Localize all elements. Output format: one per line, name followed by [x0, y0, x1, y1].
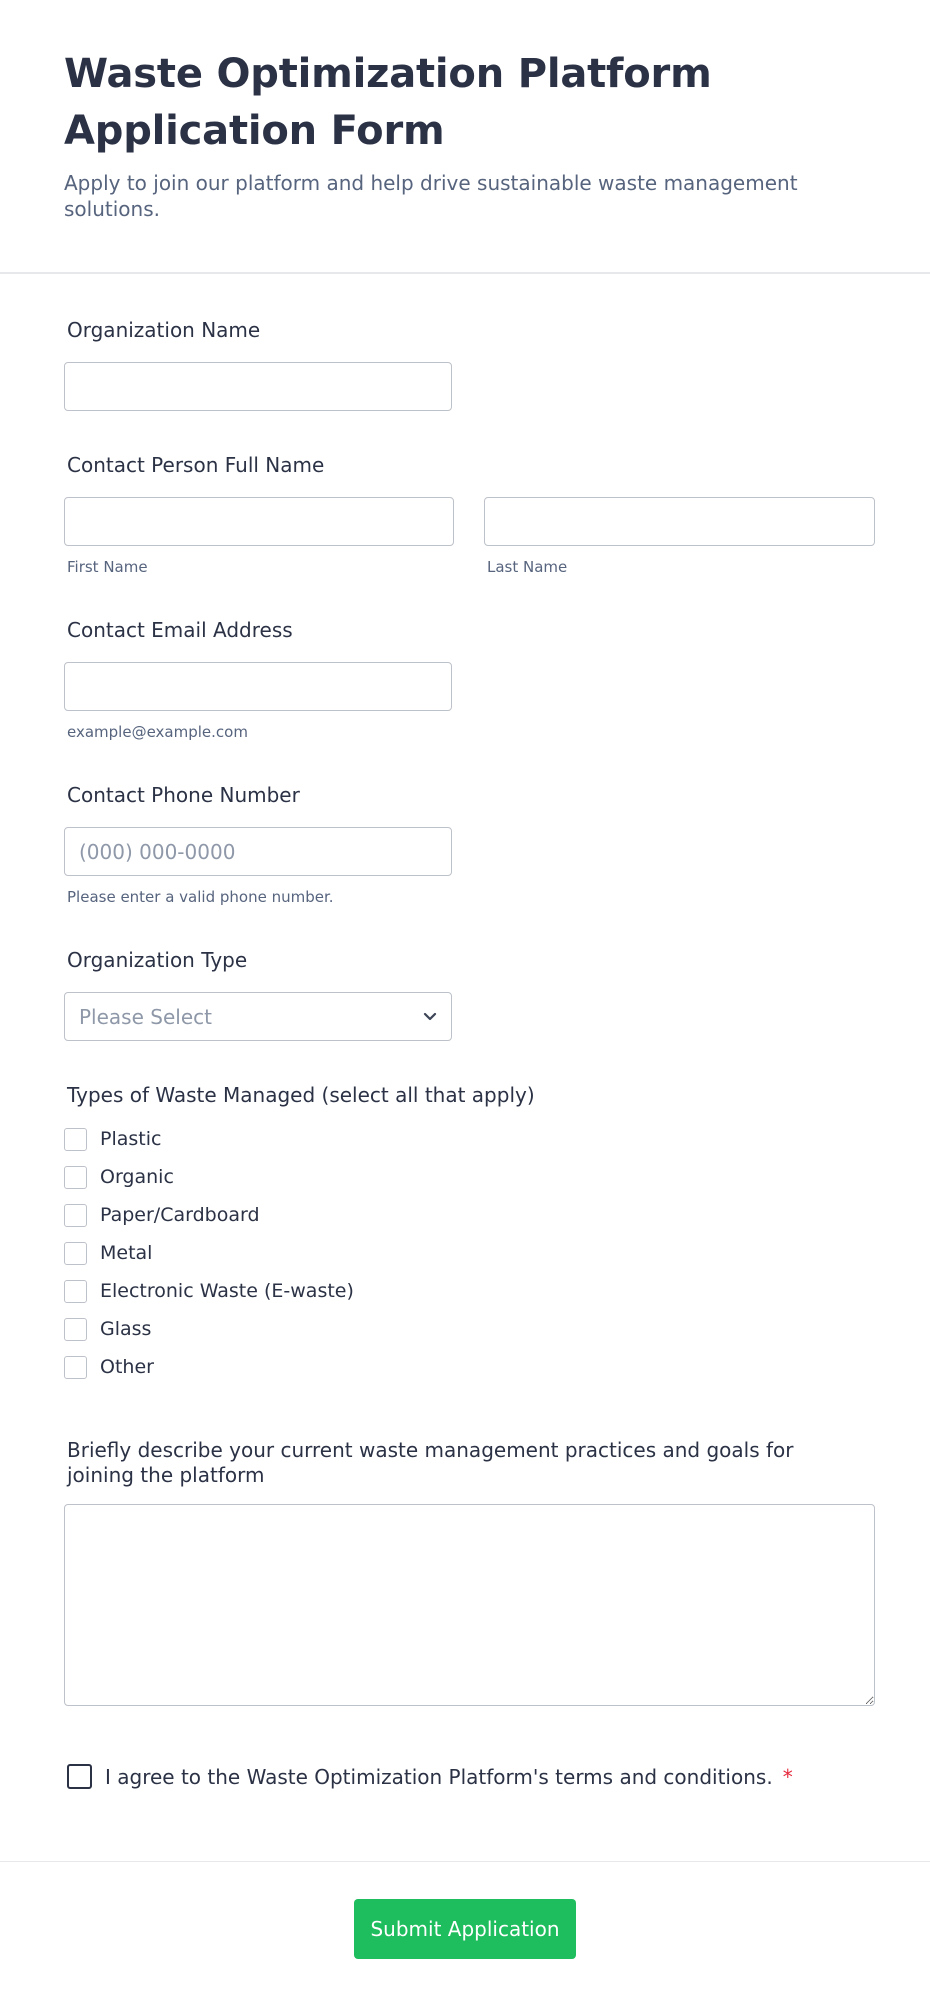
- waste-types-options: [64, 1120, 866, 1386]
- required-asterisk: *: [782, 1764, 793, 1789]
- terms-label: I agree to the Waste Optimization Platform's terms and conditions.: [105, 1764, 773, 1789]
- checkbox[interactable]: [64, 1128, 87, 1151]
- terms-agreement: [67, 1764, 866, 1789]
- terms-checkbox[interactable]: [67, 1764, 92, 1789]
- last-name-input[interactable]: [484, 497, 875, 546]
- org-type-label: Organization Type: [67, 948, 248, 972]
- last-name-column: [484, 497, 874, 576]
- option-label: Other: [100, 1356, 154, 1378]
- option-label: Electronic Waste (E-waste): [100, 1280, 354, 1302]
- phone-sublabel: Please enter a valid phone number.: [67, 888, 334, 906]
- first-name-sublabel: First Name: [67, 558, 148, 576]
- chevron-down-icon: [423, 1012, 437, 1021]
- org-name-field: [64, 316, 866, 411]
- phone-input[interactable]: [64, 827, 452, 876]
- waste-option-metal[interactable]: [64, 1234, 866, 1272]
- waste-types-field: [64, 1081, 866, 1386]
- waste-types-label: Types of Waste Managed (select all that apply): [67, 1083, 535, 1107]
- checkbox[interactable]: [64, 1242, 87, 1265]
- option-label: Organic: [100, 1166, 174, 1188]
- email-field: [64, 616, 866, 741]
- waste-option-organic[interactable]: [64, 1158, 866, 1196]
- first-name-input[interactable]: [64, 497, 454, 546]
- form-footer: [0, 1861, 930, 1959]
- option-label: Metal: [100, 1242, 153, 1264]
- org-type-select[interactable]: [64, 992, 452, 1041]
- waste-option-glass[interactable]: [64, 1310, 866, 1348]
- option-label: Glass: [100, 1318, 152, 1340]
- form-header: [0, 0, 930, 274]
- org-type-field: [64, 946, 866, 1041]
- submit-button[interactable]: Submit Application: [354, 1899, 576, 1959]
- org-type-selected-value: Please Select: [79, 1004, 212, 1029]
- practices-textarea[interactable]: [64, 1504, 875, 1706]
- org-name-input[interactable]: [64, 362, 452, 411]
- checkbox[interactable]: [64, 1280, 87, 1303]
- email-label: Contact Email Address: [67, 618, 293, 642]
- phone-label: Contact Phone Number: [67, 783, 300, 807]
- practices-field: [64, 1438, 866, 1706]
- checkbox[interactable]: [64, 1204, 87, 1227]
- page-title: Waste Optimization Platform Application Form: [64, 51, 712, 154]
- contact-name-label: Contact Person Full Name: [67, 453, 325, 477]
- checkbox[interactable]: [64, 1318, 87, 1341]
- org-name-label: Organization Name: [67, 318, 261, 342]
- contact-name-field: [64, 451, 866, 576]
- waste-option-paper-cardboard[interactable]: [64, 1196, 866, 1234]
- waste-option-e-waste[interactable]: [64, 1272, 866, 1310]
- phone-field: [64, 781, 866, 906]
- email-sublabel: example@example.com: [67, 723, 248, 741]
- contact-name-row: [64, 497, 866, 576]
- option-label: Plastic: [100, 1128, 162, 1150]
- option-label: Paper/Cardboard: [100, 1204, 260, 1226]
- first-name-column: [64, 497, 454, 576]
- checkbox[interactable]: [64, 1356, 87, 1379]
- waste-option-plastic[interactable]: [64, 1120, 866, 1158]
- email-input[interactable]: [64, 662, 452, 711]
- practices-label: Briefly describe your current waste management practices and goals for joining the platform: [67, 1438, 794, 1487]
- waste-option-other[interactable]: [64, 1348, 866, 1386]
- checkbox[interactable]: [64, 1166, 87, 1189]
- application-form: [0, 274, 930, 1789]
- last-name-sublabel: Last Name: [487, 558, 568, 576]
- page-subtitle: Apply to join our platform and help drive sustainable waste management solutions.: [64, 171, 798, 221]
